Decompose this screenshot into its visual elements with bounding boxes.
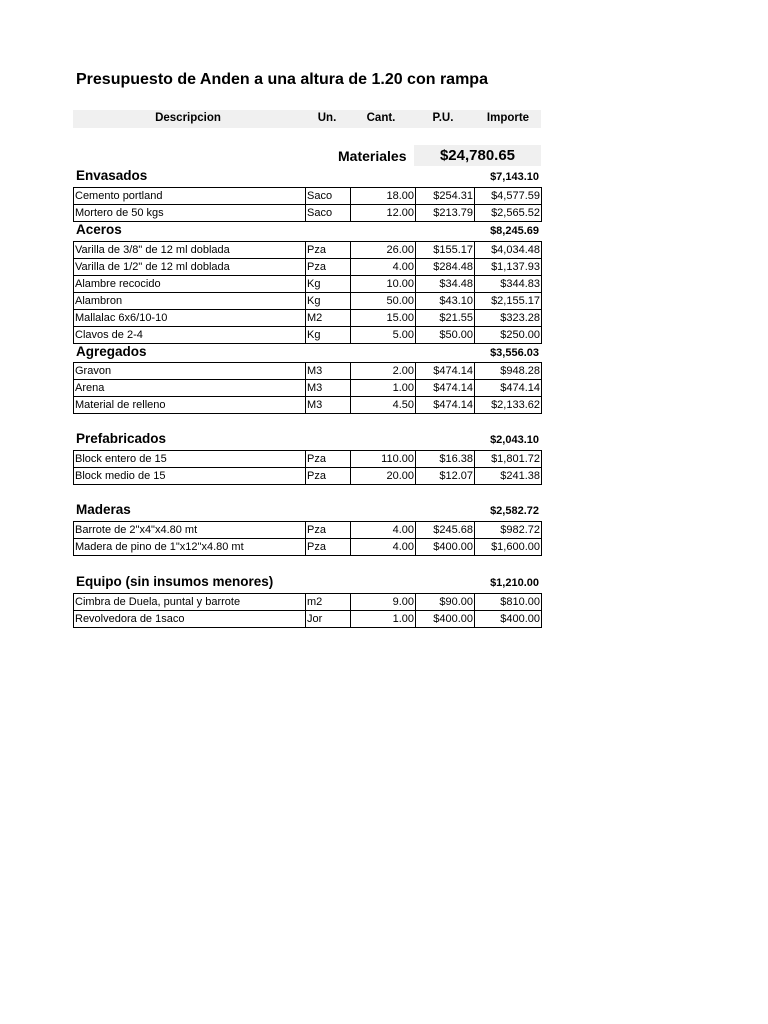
- cell-un: Pza: [306, 539, 351, 556]
- table-row: [74, 259, 542, 276]
- cell-importe: $241.38: [475, 468, 542, 485]
- cell-pu: $400.00: [416, 539, 475, 556]
- table-row: [74, 293, 542, 310]
- cell-descripcion: Gravon: [74, 363, 306, 380]
- cell-un: Pza: [306, 468, 351, 485]
- cell-descripcion: Alambron: [74, 293, 306, 310]
- cell-pu: $474.14: [416, 397, 475, 414]
- table-row: [74, 276, 542, 293]
- cell-importe: $982.72: [475, 522, 542, 539]
- section-table: [73, 187, 542, 222]
- section-title: Agregados: [76, 344, 147, 359]
- table-row: [74, 242, 542, 259]
- cell-cant: 1.00: [351, 380, 416, 397]
- section-total: $1,210.00: [490, 577, 539, 589]
- cell-cant: 18.00: [351, 188, 416, 205]
- cell-descripcion: Arena: [74, 380, 306, 397]
- cell-cant: 5.00: [351, 327, 416, 344]
- section-table: [73, 593, 542, 628]
- section-header: [73, 574, 541, 592]
- cell-cant: 1.00: [351, 611, 416, 628]
- cell-cant: 4.50: [351, 397, 416, 414]
- cell-pu: $90.00: [416, 594, 475, 611]
- cell-importe: $1,137.93: [475, 259, 542, 276]
- column-header-bar: [73, 110, 541, 128]
- section-title: Maderas: [76, 502, 131, 517]
- cell-pu: $43.10: [416, 293, 475, 310]
- cell-pu: $254.31: [416, 188, 475, 205]
- cell-un: M3: [306, 397, 351, 414]
- cell-cant: 110.00: [351, 451, 416, 468]
- cell-pu: $474.14: [416, 363, 475, 380]
- section-header: [73, 502, 541, 520]
- cell-descripcion: Barrote de 2"x4"x4.80 mt: [74, 522, 306, 539]
- table-row: [74, 539, 542, 556]
- header-pu: P.U.: [432, 112, 454, 124]
- cell-cant: 4.00: [351, 539, 416, 556]
- cell-un: m2: [306, 594, 351, 611]
- cell-importe: $4,577.59: [475, 188, 542, 205]
- section-total: $2,582.72: [490, 505, 539, 517]
- cell-descripcion: Block medio de 15: [74, 468, 306, 485]
- cell-un: Kg: [306, 293, 351, 310]
- cell-importe: $810.00: [475, 594, 542, 611]
- section-total: $7,143.10: [490, 171, 539, 183]
- cell-un: M2: [306, 310, 351, 327]
- cell-pu: $16.38: [416, 451, 475, 468]
- cell-cant: 2.00: [351, 363, 416, 380]
- header-descripcion: Descripcion: [155, 112, 221, 124]
- header-importe: Importe: [486, 112, 530, 124]
- cell-cant: 26.00: [351, 242, 416, 259]
- cell-un: Kg: [306, 276, 351, 293]
- cell-cant: 10.00: [351, 276, 416, 293]
- cell-descripcion: Mortero de 50 kgs: [74, 205, 306, 222]
- cell-un: M3: [306, 363, 351, 380]
- cell-importe: $4,034.48: [475, 242, 542, 259]
- header-cant: Cant.: [366, 112, 396, 124]
- cell-importe: $2,155.17: [475, 293, 542, 310]
- cell-un: Saco: [306, 205, 351, 222]
- cell-importe: $948.28: [475, 363, 542, 380]
- cell-un: M3: [306, 380, 351, 397]
- cell-un: Kg: [306, 327, 351, 344]
- header-un: Un.: [317, 112, 337, 124]
- page-title: Presupuesto de Anden a una altura de 1.20 con rampa: [76, 71, 488, 88]
- cell-descripcion: Alambre recocido: [74, 276, 306, 293]
- section-title: Equipo (sin insumos menores): [76, 574, 274, 589]
- cell-un: Pza: [306, 259, 351, 276]
- cell-descripcion: Varilla de 3/8" de 12 ml doblada: [74, 242, 306, 259]
- cell-importe: $2,133.62: [475, 397, 542, 414]
- materiales-label: Materiales: [338, 148, 407, 164]
- section-title: Aceros: [76, 222, 122, 237]
- section-header: [73, 431, 541, 449]
- cell-importe: $400.00: [475, 611, 542, 628]
- cell-un: Pza: [306, 522, 351, 539]
- cell-cant: 50.00: [351, 293, 416, 310]
- table-row: [74, 611, 542, 628]
- section-table: [73, 450, 542, 485]
- table-row: [74, 205, 542, 222]
- table-row: [74, 363, 542, 380]
- section-header: [73, 222, 541, 240]
- cell-pu: $474.14: [416, 380, 475, 397]
- section-table: [73, 241, 542, 344]
- cell-importe: $250.00: [475, 327, 542, 344]
- section-total: $2,043.10: [490, 434, 539, 446]
- section-header: [73, 168, 541, 186]
- cell-pu: $50.00: [416, 327, 475, 344]
- section-table: [73, 521, 542, 556]
- materiales-total: $24,780.65: [414, 145, 541, 166]
- cell-importe: $1,801.72: [475, 451, 542, 468]
- table-row: [74, 451, 542, 468]
- cell-cant: 15.00: [351, 310, 416, 327]
- cell-pu: $400.00: [416, 611, 475, 628]
- cell-descripcion: Mallalac 6x6/10-10: [74, 310, 306, 327]
- table-row: [74, 397, 542, 414]
- cell-importe: $2,565.52: [475, 205, 542, 222]
- cell-un: Pza: [306, 451, 351, 468]
- cell-pu: $12.07: [416, 468, 475, 485]
- cell-un: Jor: [306, 611, 351, 628]
- table-row: [74, 468, 542, 485]
- cell-descripcion: Revolvedora de 1saco: [74, 611, 306, 628]
- cell-un: Pza: [306, 242, 351, 259]
- cell-cant: 4.00: [351, 259, 416, 276]
- cell-descripcion: Madera de pino de 1"x12"x4.80 mt: [74, 539, 306, 556]
- cell-descripcion: Cimbra de Duela, puntal y barrote: [74, 594, 306, 611]
- cell-cant: 4.00: [351, 522, 416, 539]
- section-table: [73, 362, 542, 414]
- cell-importe: $1,600.00: [475, 539, 542, 556]
- section-total: $8,245.69: [490, 225, 539, 237]
- cell-pu: $284.48: [416, 259, 475, 276]
- cell-pu: $155.17: [416, 242, 475, 259]
- table-row: [74, 522, 542, 539]
- cell-pu: $213.79: [416, 205, 475, 222]
- table-row: [74, 310, 542, 327]
- cell-importe: $344.83: [475, 276, 542, 293]
- cell-descripcion: Block entero de 15: [74, 451, 306, 468]
- cell-cant: 9.00: [351, 594, 416, 611]
- table-row: [74, 327, 542, 344]
- section-title: Prefabricados: [76, 431, 167, 446]
- cell-descripcion: Cemento portland: [74, 188, 306, 205]
- cell-cant: 12.00: [351, 205, 416, 222]
- cell-importe: $323.28: [475, 310, 542, 327]
- cell-importe: $474.14: [475, 380, 542, 397]
- cell-pu: $34.48: [416, 276, 475, 293]
- cell-pu: $245.68: [416, 522, 475, 539]
- cell-cant: 20.00: [351, 468, 416, 485]
- section-title: Envasados: [76, 168, 148, 183]
- cell-pu: $21.55: [416, 310, 475, 327]
- cell-descripcion: Material de relleno: [74, 397, 306, 414]
- table-row: [74, 188, 542, 205]
- table-row: [74, 594, 542, 611]
- cell-un: Saco: [306, 188, 351, 205]
- section-header: [73, 344, 541, 362]
- cell-descripcion: Clavos de 2-4: [74, 327, 306, 344]
- table-row: [74, 380, 542, 397]
- section-total: $3,556.03: [490, 347, 539, 359]
- cell-descripcion: Varilla de 1/2" de 12 ml doblada: [74, 259, 306, 276]
